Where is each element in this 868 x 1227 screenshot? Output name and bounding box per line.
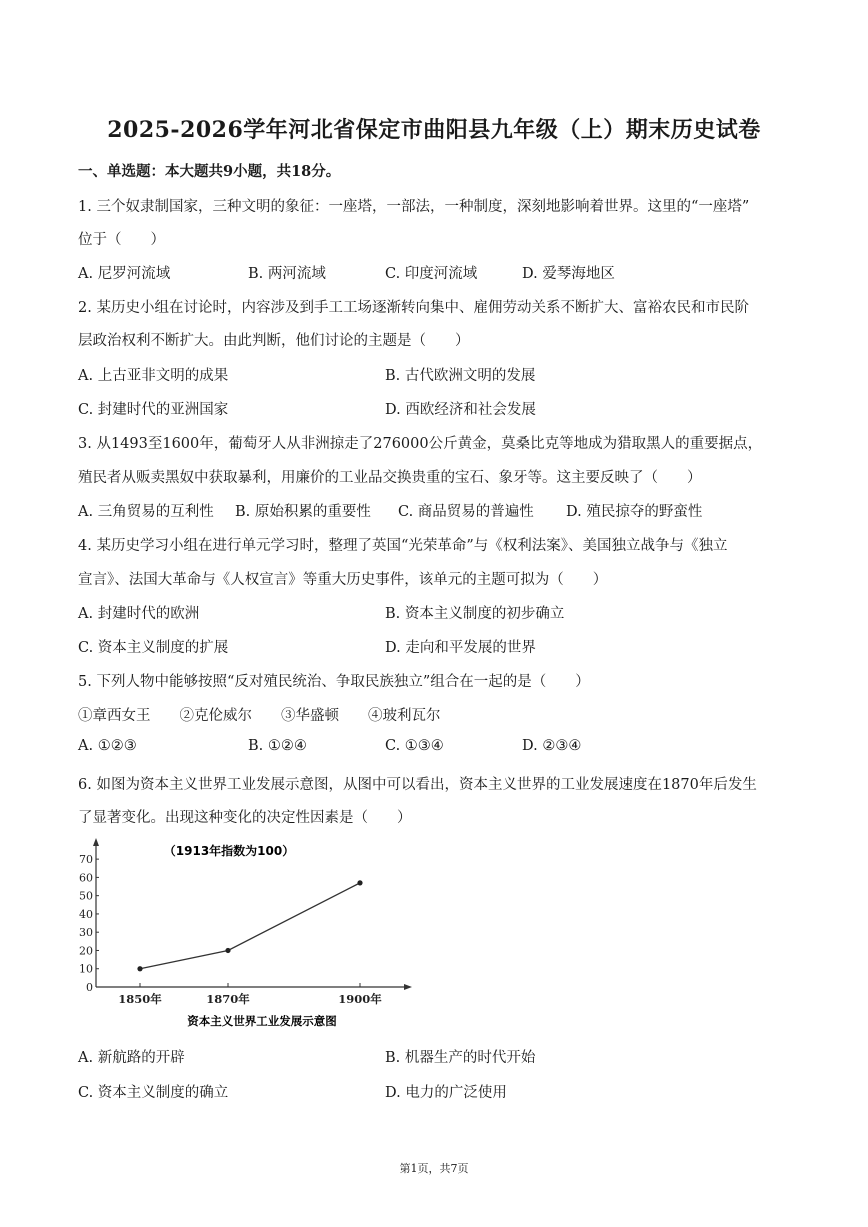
q5-option-d: D. ②③④ bbox=[522, 738, 582, 754]
q2-option-d: D. 西欧经济和社会发展 bbox=[385, 402, 536, 418]
q6-option-c: C. 资本主义制度的确立 bbox=[78, 1085, 229, 1101]
q1-stem-line1: 1. 三个奴隶制国家，三种文明的象征：一座塔，一部法，一种制度，深刻地影响着世界。这里的“一座塔” bbox=[78, 199, 750, 215]
q5-option-c: C. ①③④ bbox=[385, 738, 444, 754]
q2-option-a: A. 上古亚非文明的成果 bbox=[78, 368, 229, 384]
q6-option-a: A. 新航路的开辟 bbox=[78, 1050, 185, 1066]
q1-option-c: C. 印度河流域 bbox=[385, 266, 478, 282]
q1-option-d: D. 爱琴海地区 bbox=[522, 266, 615, 282]
q5-stem-line2: ①章西女王 ②克伦威尔 ③华盛顿 ④玻利瓦尔 bbox=[78, 708, 441, 724]
y-tick-label: 70 bbox=[79, 853, 93, 867]
q2-option-c: C. 封建时代的亚洲国家 bbox=[78, 402, 229, 418]
y-tick-label: 40 bbox=[79, 907, 93, 921]
q3-stem-line2: 殖民者从贩卖黑奴中获取暴利，用廉价的工业品交换贵重的宝石、象牙等。这主要反映了（ ） bbox=[78, 470, 702, 486]
q6-option-b: B. 机器生产的时代开始 bbox=[385, 1050, 536, 1066]
chart-title: （1913年指数为100） bbox=[163, 844, 295, 858]
y-tick-label: 50 bbox=[79, 889, 93, 903]
q6-stem-line1: 6. 如图为资本主义世界工业发展示意图，从图中可以看出，资本主义世界的工业发展速度在1870年后发生 bbox=[78, 777, 757, 793]
q2-stem-line2: 层政治权利不断扩大。由此判断，他们讨论的主题是（ ） bbox=[78, 333, 470, 349]
data-point bbox=[357, 880, 362, 885]
y-tick-label: 10 bbox=[79, 962, 93, 976]
q4-option-d: D. 走向和平发展的世界 bbox=[385, 640, 536, 656]
y-tick-label: 0 bbox=[86, 981, 93, 994]
q3-stem-line1: 3. 从1493至1600年，葡萄牙人从非洲掠走了276000公斤黄金，莫桑比克等地成为猎取黑人的重要据点， bbox=[78, 436, 763, 452]
x-tick-label: 1900年 bbox=[338, 992, 382, 1006]
page-title: 2025-2026学年河北省保定市曲阳县九年级（上）期末历史试卷 bbox=[107, 117, 761, 143]
chart-series bbox=[137, 880, 362, 971]
data-point bbox=[137, 966, 142, 971]
q5-option-a: A. ①②③ bbox=[78, 738, 137, 754]
q2-option-b: B. 古代欧洲文明的发展 bbox=[385, 368, 536, 384]
industrial-development-chart bbox=[74, 832, 434, 1037]
q4-stem-line2: 宣言》、法国大革命与《人权宣言》等重大历史事件，该单元的主题可拟为（ ） bbox=[78, 572, 608, 588]
x-axis-arrow bbox=[404, 984, 412, 990]
q3-option-a: A. 三角贸易的互利性 bbox=[78, 504, 214, 520]
q5-option-b: B. ①②④ bbox=[248, 738, 307, 754]
x-tick-label: 1870年 bbox=[206, 992, 250, 1006]
q5-stem-line1: 5. 下列人物中能够按照“反对殖民统治、争取民族独立”组合在一起的是（ ） bbox=[78, 674, 590, 690]
data-point bbox=[225, 948, 230, 953]
q3-option-d: D. 殖民掠夺的野蛮性 bbox=[566, 504, 703, 520]
y-tick-label: 60 bbox=[79, 871, 93, 885]
x-tick-label: 1850年 bbox=[118, 992, 162, 1006]
page-footer: 第1页，共7页 bbox=[399, 1162, 469, 1175]
y-tick-label: 20 bbox=[79, 944, 93, 958]
series-line bbox=[140, 883, 360, 969]
q1-stem-line2: 位于（ ） bbox=[78, 232, 165, 248]
q6-stem-line2: 了显著变化。出现这种变化的决定性因素是（ ） bbox=[78, 810, 412, 826]
q1-option-b: B. 两河流域 bbox=[248, 266, 326, 282]
y-axis-arrow bbox=[93, 838, 99, 846]
q1-option-a: A. 尼罗河流域 bbox=[78, 266, 171, 282]
section-heading: 一、单选题：本大题共9小题，共18分。 bbox=[78, 163, 341, 180]
q3-option-b: B. 原始积累的重要性 bbox=[235, 504, 371, 520]
q4-option-a: A. 封建时代的欧洲 bbox=[78, 606, 200, 622]
q2-stem-line1: 2. 某历史小组在讨论时，内容涉及到手工工场逐渐转向集中、雇佣劳动关系不断扩大、富裕农民和市民阶 bbox=[78, 300, 749, 316]
chart-caption: 资本主义世界工业发展示意图 bbox=[187, 1014, 337, 1028]
q6-option-d: D. 电力的广泛使用 bbox=[385, 1085, 507, 1101]
q3-option-c: C. 商品贸易的普遍性 bbox=[398, 504, 534, 520]
q4-stem-line1: 4. 某历史学习小组在进行单元学习时，整理了英国“光荣革命”与《权利法案》、美国独立战争与《独立 bbox=[78, 538, 728, 554]
y-tick-label: 30 bbox=[79, 926, 93, 940]
q4-option-b: B. 资本主义制度的初步确立 bbox=[385, 606, 565, 622]
q4-option-c: C. 资本主义制度的扩展 bbox=[78, 640, 229, 656]
